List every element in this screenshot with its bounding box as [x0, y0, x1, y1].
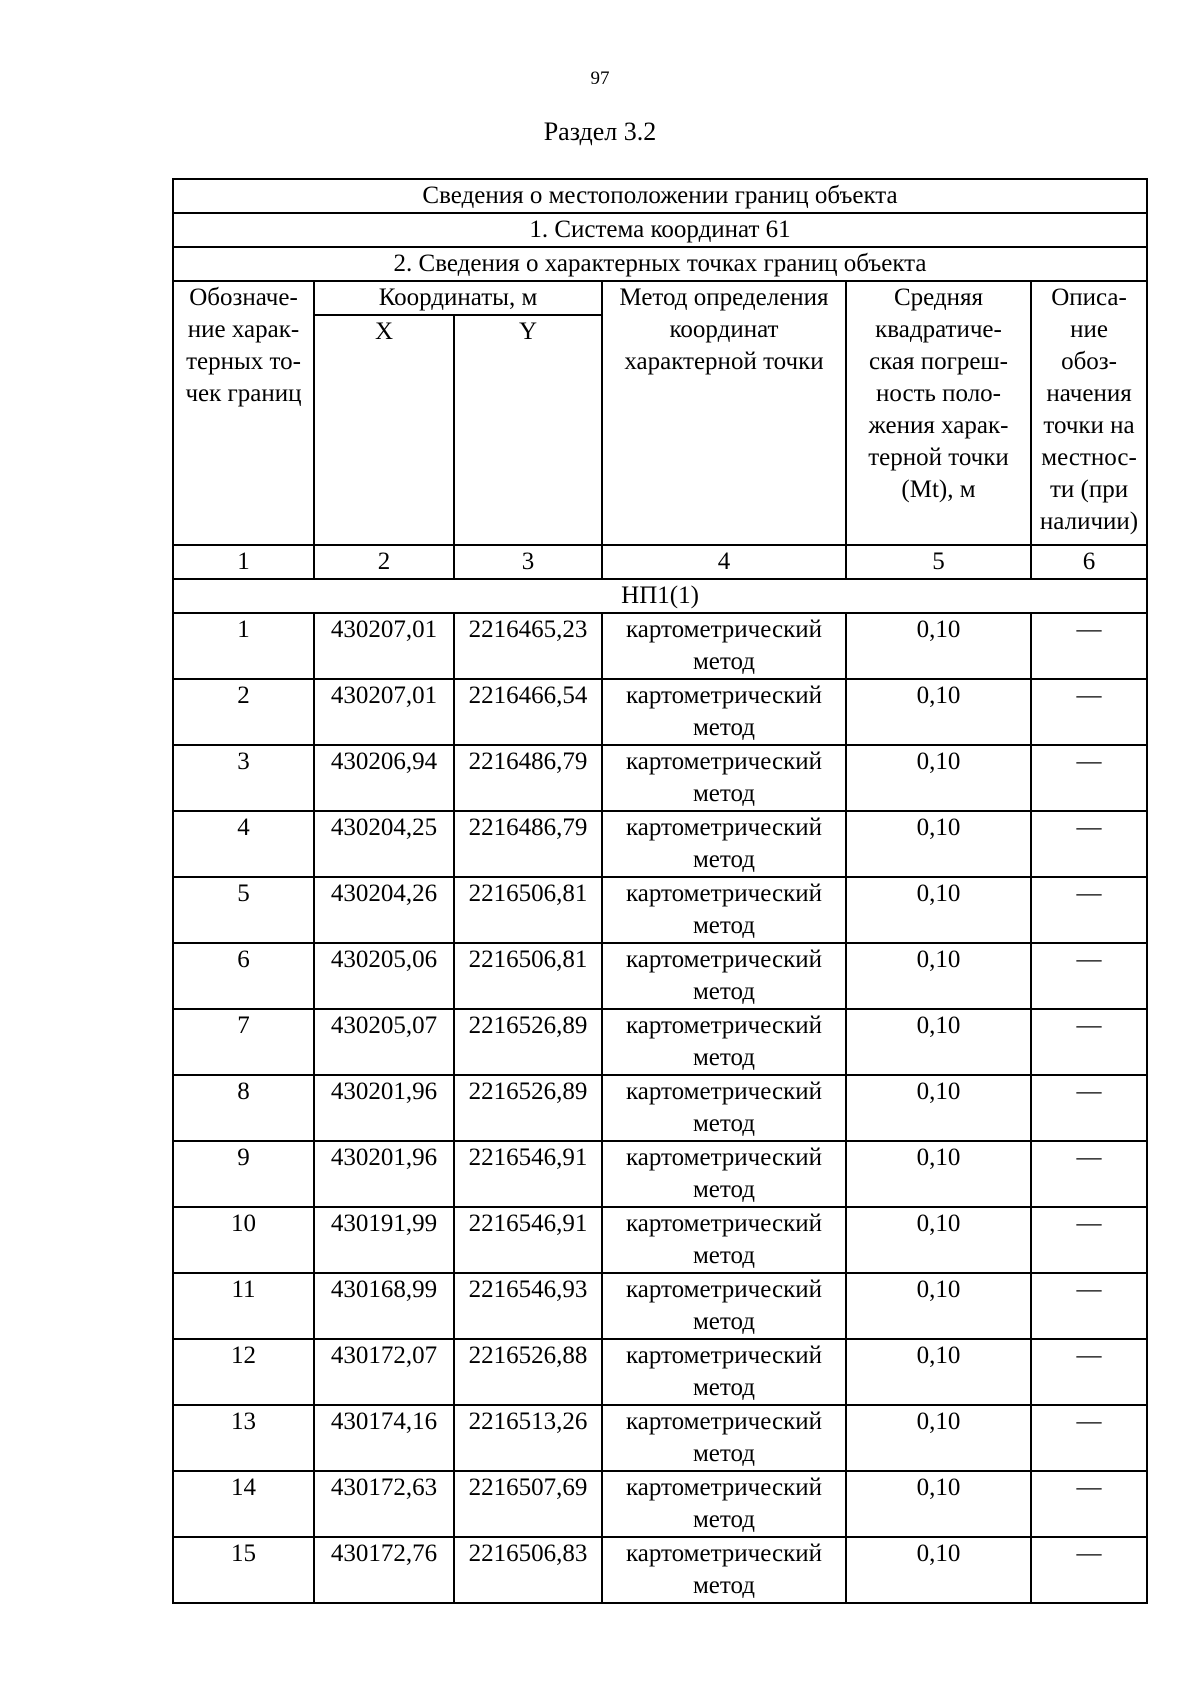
mt-value: 0,10	[846, 877, 1031, 943]
coord-y: 2216526,88	[454, 1339, 602, 1405]
coord-y: 2216506,81	[454, 877, 602, 943]
description: —	[1031, 613, 1147, 679]
table-row	[173, 1141, 1147, 1207]
description: —	[1031, 1471, 1147, 1537]
mt-value: 0,10	[846, 943, 1031, 1009]
mt-value: 0,10	[846, 811, 1031, 877]
description: —	[1031, 1405, 1147, 1471]
points-title-row	[173, 247, 1147, 281]
description: —	[1031, 1339, 1147, 1405]
coord-x: 430201,96	[314, 1075, 454, 1141]
method: картометрический метод	[602, 877, 846, 943]
coord-x: 430172,76	[314, 1537, 454, 1603]
mt-value: 0,10	[846, 1405, 1031, 1471]
description: —	[1031, 745, 1147, 811]
header-row	[173, 281, 1147, 315]
column-number: 5	[846, 545, 1031, 579]
group-row	[173, 579, 1147, 613]
table-row	[173, 1075, 1147, 1141]
mt-value: 0,10	[846, 1075, 1031, 1141]
point-number: 14	[173, 1471, 314, 1537]
coord-x: 430168,99	[314, 1273, 454, 1339]
point-number: 11	[173, 1273, 314, 1339]
coord-x: 430201,96	[314, 1141, 454, 1207]
description: —	[1031, 811, 1147, 877]
header-coordinates: Координаты, м	[314, 281, 602, 315]
point-number: 1	[173, 613, 314, 679]
table-row	[173, 1207, 1147, 1273]
description: —	[1031, 1207, 1147, 1273]
description: —	[1031, 1537, 1147, 1603]
coord-x: 430191,99	[314, 1207, 454, 1273]
point-number: 10	[173, 1207, 314, 1273]
column-numbers-row	[173, 545, 1147, 579]
method: картометрический метод	[602, 745, 846, 811]
point-number: 15	[173, 1537, 314, 1603]
method: картометрический метод	[602, 943, 846, 1009]
description: —	[1031, 1009, 1147, 1075]
header-x: X	[314, 315, 454, 545]
coord-x: 430206,94	[314, 745, 454, 811]
method: картометрический метод	[602, 1075, 846, 1141]
coord-x: 430204,25	[314, 811, 454, 877]
coord-y: 2216486,79	[454, 745, 602, 811]
coord-x: 430204,26	[314, 877, 454, 943]
method: картометрический метод	[602, 1537, 846, 1603]
header-method	[602, 281, 846, 545]
point-number: 2	[173, 679, 314, 745]
coord-x: 430172,07	[314, 1339, 454, 1405]
mt-value: 0,10	[846, 1141, 1031, 1207]
coord-x: 430205,07	[314, 1009, 454, 1075]
method: картометрический метод	[602, 1141, 846, 1207]
table-row	[173, 811, 1147, 877]
table-row	[173, 1537, 1147, 1603]
mt-value: 0,10	[846, 1537, 1031, 1603]
method: картометрический метод	[602, 1009, 846, 1075]
coord-y: 2216546,93	[454, 1273, 602, 1339]
header-accuracy	[846, 281, 1031, 545]
description: —	[1031, 679, 1147, 745]
group-label: НП1(1)	[173, 579, 1147, 613]
header-y: Y	[454, 315, 602, 545]
method: картометрический метод	[602, 1471, 846, 1537]
method: картометрический метод	[602, 811, 846, 877]
coord-x: 430205,06	[314, 943, 454, 1009]
table-row	[173, 745, 1147, 811]
table-row	[173, 1471, 1147, 1537]
column-number: 3	[454, 545, 602, 579]
section-title: Раздел 3.2	[543, 117, 657, 146]
coord-y: 2216526,89	[454, 1009, 602, 1075]
point-number: 9	[173, 1141, 314, 1207]
column-number: 2	[314, 545, 454, 579]
boundary-points-table	[172, 178, 1148, 1604]
mt-value: 0,10	[846, 613, 1031, 679]
method: картометрический метод	[602, 1339, 846, 1405]
point-number: 12	[173, 1339, 314, 1405]
coord-x: 430172,63	[314, 1471, 454, 1537]
coord-y: 2216526,89	[454, 1075, 602, 1141]
coord-y: 2216546,91	[454, 1207, 602, 1273]
coord-y: 2216506,83	[454, 1537, 602, 1603]
table-row	[173, 943, 1147, 1009]
points-title: 2. Сведения о характерных точках границ объекта	[173, 247, 1147, 281]
coord-y: 2216466,54	[454, 679, 602, 745]
coord-y: 2216506,81	[454, 943, 602, 1009]
column-number: 4	[602, 545, 846, 579]
column-number: 6	[1031, 545, 1147, 579]
coord-x: 430207,01	[314, 679, 454, 745]
table-title-row	[173, 179, 1147, 213]
header-description	[1031, 281, 1147, 545]
method: картометрический метод	[602, 1273, 846, 1339]
description: —	[1031, 1273, 1147, 1339]
coord-x: 430174,16	[314, 1405, 454, 1471]
header-description-text: Описа- ние обоз- начения точки на местнос- ти (при наличии)	[1039, 284, 1139, 535]
method: картометрический метод	[602, 679, 846, 745]
header-designation-text: Обозначе- ние харак- терных то- чек границ	[185, 284, 302, 407]
point-number: 5	[173, 877, 314, 943]
table-row	[173, 613, 1147, 679]
table-row	[173, 679, 1147, 745]
point-number: 3	[173, 745, 314, 811]
mt-value: 0,10	[846, 679, 1031, 745]
header-designation	[173, 281, 314, 545]
method: картометрический метод	[602, 1405, 846, 1471]
description: —	[1031, 1075, 1147, 1141]
data-rows	[173, 613, 1147, 1603]
coord-y: 2216546,91	[454, 1141, 602, 1207]
mt-value: 0,10	[846, 745, 1031, 811]
point-number: 6	[173, 943, 314, 1009]
method: картометрический метод	[602, 1207, 846, 1273]
coord-y: 2216513,26	[454, 1405, 602, 1471]
description: —	[1031, 1141, 1147, 1207]
coord-system: 1. Система координат 61	[173, 213, 1147, 247]
description: —	[1031, 877, 1147, 943]
coord-y: 2216507,69	[454, 1471, 602, 1537]
coord-y: 2216486,79	[454, 811, 602, 877]
column-number: 1	[173, 545, 314, 579]
table-row	[173, 1339, 1147, 1405]
method: картометрический метод	[602, 613, 846, 679]
header-method-text: Метод определения координат характерной точки	[619, 284, 829, 375]
mt-value: 0,10	[846, 1207, 1031, 1273]
mt-value: 0,10	[846, 1471, 1031, 1537]
coord-y: 2216465,23	[454, 613, 602, 679]
point-number: 8	[173, 1075, 314, 1141]
table-row	[173, 877, 1147, 943]
table-row	[173, 1009, 1147, 1075]
description: —	[1031, 943, 1147, 1009]
point-number: 13	[173, 1405, 314, 1471]
header-accuracy-text: Средняя квадратиче- ская погреш- ность поло- жения харак- терной точки (Mt), м	[868, 284, 1009, 503]
page-number: 97	[590, 68, 610, 89]
table-row	[173, 1273, 1147, 1339]
table-row	[173, 1405, 1147, 1471]
mt-value: 0,10	[846, 1009, 1031, 1075]
coord-x: 430207,01	[314, 613, 454, 679]
coord-system-row	[173, 213, 1147, 247]
table-title: Сведения о местоположении границ объекта	[173, 179, 1147, 213]
mt-value: 0,10	[846, 1273, 1031, 1339]
point-number: 4	[173, 811, 314, 877]
point-number: 7	[173, 1009, 314, 1075]
mt-value: 0,10	[846, 1339, 1031, 1405]
